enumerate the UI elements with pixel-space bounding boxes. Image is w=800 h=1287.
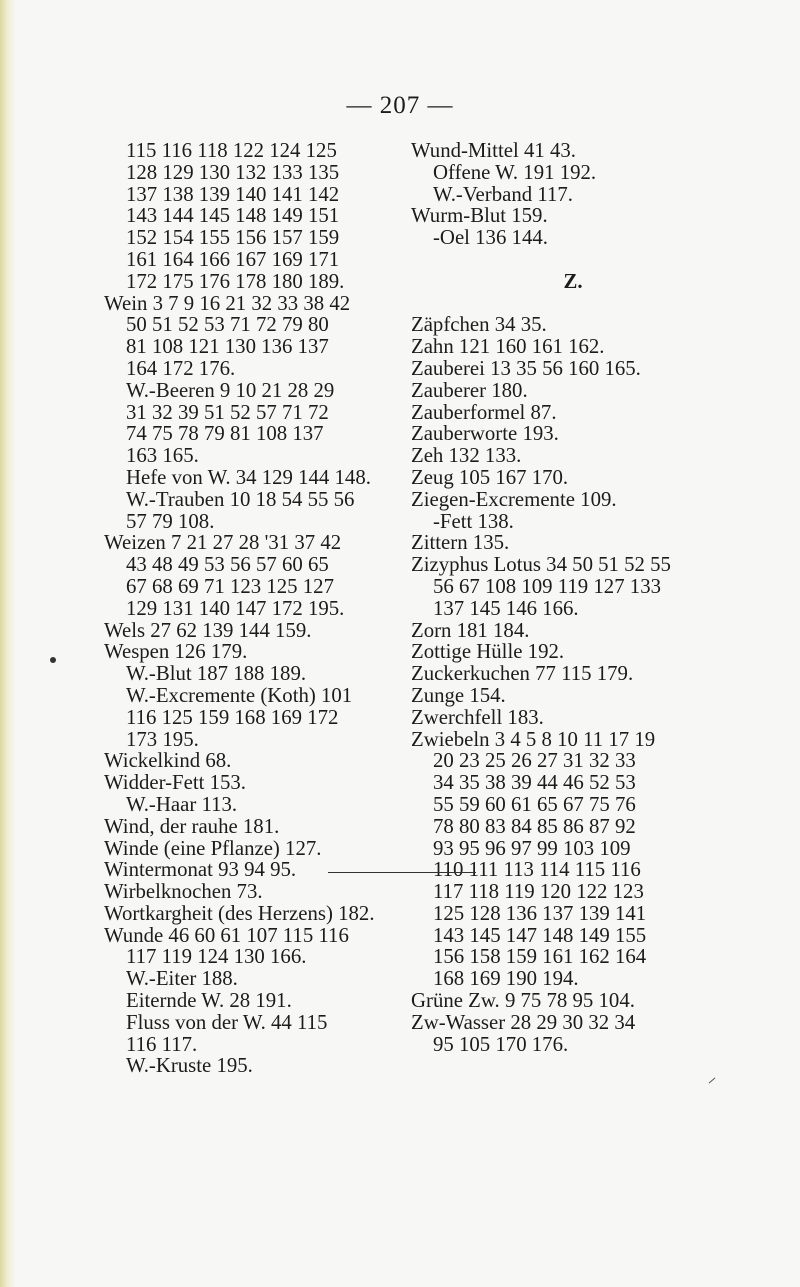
index-line: 116 125 159 168 169 172	[126, 705, 339, 729]
index-line: Zittern 135.	[411, 531, 510, 555]
index-line: 81 108 121 130 136 137	[126, 335, 329, 359]
index-line: 117 119 124 130 166.	[126, 945, 307, 969]
index-line: Weizen 7 21 27 28 '31 37 42	[104, 531, 342, 555]
section-heading: Z.	[563, 269, 583, 293]
index-line: W.-Eiter 188.	[126, 967, 238, 991]
index-line: Grüne Zw. 9 75 78 95 104.	[411, 989, 635, 1013]
index-line: 125 128 136 137 139 141	[433, 901, 647, 925]
spacer	[411, 249, 771, 271]
page-edge-shadow	[0, 0, 16, 1287]
index-line: 137 138 139 140 141 142	[126, 182, 340, 206]
index-line: Offene W. 191 192.	[433, 160, 597, 184]
index-line: W.-Verband 117.	[433, 182, 573, 206]
index-line: Zauberei 13 35 56 160 165.	[411, 356, 641, 380]
index-line: 67 68 69 71 123 125 127	[126, 574, 334, 598]
index-line: Zauberworte 193.	[411, 422, 559, 446]
index-line: Wintermonat 93 94 95.	[104, 858, 297, 882]
index-line: Zuckerkuchen 77 115 179.	[411, 662, 634, 686]
end-rule	[328, 872, 476, 873]
index-line: W.-Blut 187 188 189.	[126, 662, 307, 686]
index-line: 56 67 108 109 119 127 133	[433, 574, 661, 598]
index-line: 152 154 155 156 157 159	[126, 226, 340, 250]
index-line: W.-Haar 113.	[126, 792, 238, 816]
index-line: -Fett 138.	[433, 509, 514, 533]
index-line: 173 195.	[126, 727, 199, 751]
index-line: 163 165.	[126, 444, 199, 468]
index-line: Wurm-Blut 159.	[411, 204, 548, 228]
index-line: 172 175 176 178 180 189.	[126, 269, 345, 293]
index-line: Wunde 46 60 61 107 115 116	[104, 923, 349, 947]
index-line: Wirbelknochen 73.	[104, 880, 263, 904]
index-column-right	[411, 140, 771, 1055]
index-line: 129 131 140 147 172 195.	[126, 596, 345, 620]
index-line: Zahn 121 160 161 162.	[411, 335, 605, 359]
index-line: Wels 27 62 139 144 159.	[104, 618, 312, 642]
index-line: Widder-Fett 153.	[104, 771, 246, 795]
index-line: Wickelkind 68.	[104, 749, 232, 773]
index-line: 93 95 96 97 99 103 109	[433, 836, 631, 860]
index-line: W.-Trauben 10 18 54 55 56	[126, 487, 355, 511]
spacer	[411, 293, 771, 315]
index-line: 20 23 25 26 27 31 32 33	[433, 749, 636, 773]
index-line: Zeug 105 167 170.	[411, 465, 569, 489]
index-line: 156 158 159 161 162 164	[433, 945, 647, 969]
index-line: Zäpfchen 34 35.	[411, 313, 547, 337]
index-line: 168 169 190 194.	[433, 967, 579, 991]
index-line: 161 164 166 167 169 171	[126, 247, 340, 271]
index-line: 128 129 130 132 133 135	[126, 160, 340, 184]
index-line: Zw-Wasser 28 29 30 32 34	[411, 1010, 636, 1034]
index-line: 57 79 108.	[126, 509, 215, 533]
index-line: 143 144 145 148 149 151	[126, 204, 340, 228]
index-line: Wind, der rauhe 181.	[104, 814, 280, 838]
margin-mark	[50, 657, 56, 663]
index-line: Zeh 132 133.	[411, 444, 522, 468]
index-line: 164 172 176.	[126, 356, 236, 380]
index-line: 74 75 78 79 81 108 137	[126, 422, 324, 446]
index-line: 110 111 113 114 115 116	[433, 858, 641, 882]
index-line: -Oel 136 144.	[433, 226, 548, 250]
index-line: Zwiebeln 3 4 5 8 10 11 17 19	[411, 727, 656, 751]
index-line: Zauberer 180.	[411, 378, 528, 402]
index-line: Zauberformel 87.	[411, 400, 557, 424]
index-line: 50 51 52 53 71 72 79 80	[126, 313, 329, 337]
index-line: 143 145 147 148 149 155	[433, 923, 647, 947]
index-line: W.-Excremente (Koth) 101	[126, 683, 353, 707]
index-line: Fluss von der W. 44 115	[126, 1010, 328, 1034]
index-line: Zottige Hülle 192.	[411, 640, 565, 664]
index-line: Winde (eine Pflanze) 127.	[104, 836, 322, 860]
index-line: Zunge 154.	[411, 683, 506, 707]
index-line: 116 117.	[126, 1032, 198, 1056]
index-line: 117 118 119 120 122 123	[433, 880, 644, 904]
index-column-left	[104, 140, 396, 1077]
index-line: W.-Kruste 195.	[126, 1054, 253, 1078]
index-line: Zwerchfell 183.	[411, 705, 544, 729]
index-line: Wund-Mittel 41 43.	[411, 139, 576, 162]
index-line: W.-Beeren 9 10 21 28 29	[126, 378, 335, 402]
index-line: 115 116 118 122 124 125	[126, 139, 337, 162]
index-line: Wein 3 7 9 16 21 32 33 38 42	[104, 291, 351, 315]
index-line: 78 80 83 84 85 86 87 92	[433, 814, 636, 838]
index-line: Wortkargheit (des Herzens) 182.	[104, 901, 375, 925]
index-line: Hefe von W. 34 129 144 148.	[126, 465, 371, 489]
index-line: 31 32 39 51 52 57 71 72	[126, 400, 329, 424]
index-line: 95 105 170 176.	[433, 1032, 569, 1056]
index-line: 34 35 38 39 44 46 52 53	[433, 771, 636, 795]
paper-speck	[709, 1078, 716, 1084]
page-number: — 207 —	[346, 92, 454, 119]
index-line: Zorn 181 184.	[411, 618, 530, 642]
index-line: Eiternde W. 28 191.	[126, 989, 292, 1013]
index-line: 43 48 49 53 56 57 60 65	[126, 553, 329, 577]
index-line: Ziegen-Excremente 109.	[411, 487, 617, 511]
index-line: 55 59 60 61 65 67 75 76	[433, 792, 636, 816]
index-line: Wespen 126 179.	[104, 640, 248, 664]
index-line: Zizyphus Lotus 34 50 51 52 55	[411, 553, 671, 577]
index-line: 137 145 146 166.	[433, 596, 579, 620]
